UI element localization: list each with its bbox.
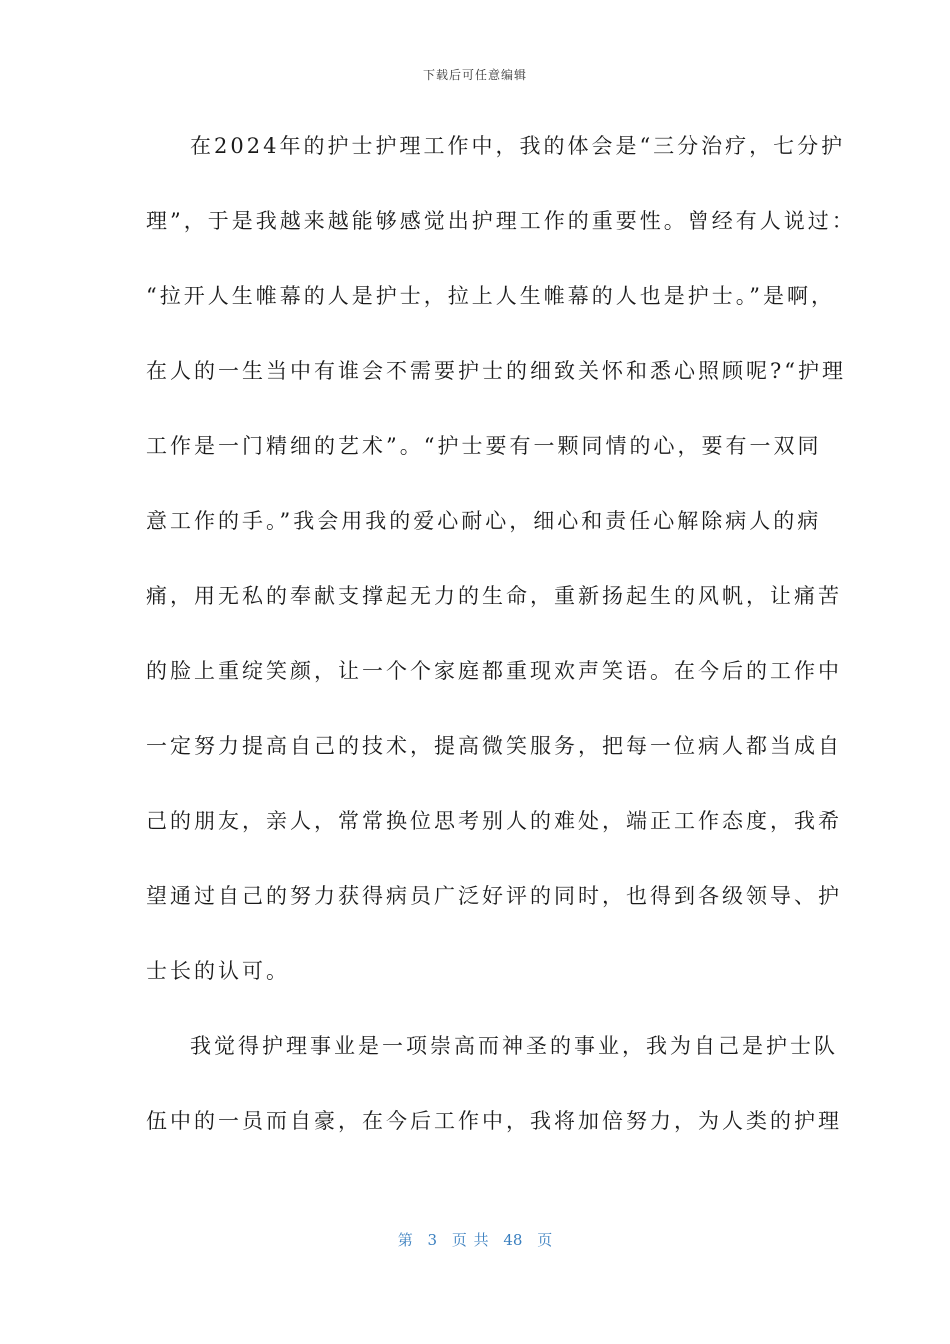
paragraph-1: [146, 121, 856, 1021]
text-line: 己的朋友，亲人，常常换位思考别人的难处，端正工作态度，我希: [146, 809, 842, 833]
footer-prefix: 第: [397, 1231, 413, 1249]
text-line: “拉开人生帷幕的人是护士，拉上人生帷幕的人也是护士。”是啊，: [146, 284, 835, 308]
page-header: 下载后可任意编辑: [422, 68, 527, 82]
total-pages-number: 48: [503, 1231, 523, 1249]
text-line: 士长的认可。: [146, 959, 290, 983]
text-line: 的脸上重绽笑颜，让一个个家庭都重现欢声笑语。在今后的工作中: [146, 659, 842, 683]
footer-middle: 页 共: [451, 1231, 489, 1249]
page-footer: [0, 1229, 950, 1250]
text-line: 在人的一生当中有谁会不需要护士的细致关怀和悉心照顾呢?“护理: [146, 359, 846, 383]
text-line: 在2024年的护士护理工作中，我的体会是“三分治疗，七分护: [190, 134, 846, 158]
footer-suffix: 页: [537, 1231, 553, 1249]
text-line: 我觉得护理事业是一项崇高而神圣的事业，我为自己是护士队: [190, 1034, 838, 1058]
text-line: 望通过自己的努力获得病员广泛好评的同时，也得到各级领导、护: [146, 884, 842, 908]
text-line: 伍中的一员而自豪，在今后工作中，我将加倍努力，为人类的护理: [146, 1109, 842, 1133]
text-line: 一定努力提高自己的技术，提高微笑服务，把每一位病人都当成自: [146, 734, 842, 758]
current-page-number: 3: [427, 1231, 438, 1249]
document-body: [146, 121, 856, 1171]
paragraph-2: [146, 1021, 842, 1171]
text-line: 理”，于是我越来越能够感觉出护理工作的重要性。曾经有人说过：: [146, 209, 856, 233]
text-line: 意工作的手。”我会用我的爱心耐心，细心和责任心解除病人的病: [146, 509, 822, 533]
text-line: 痛，用无私的奉献支撑起无力的生命，重新扬起生的风帆，让痛苦: [146, 584, 842, 608]
text-line: 工作是一门精细的艺术”。“护士要有一颗同情的心，要有一双同: [146, 434, 822, 458]
